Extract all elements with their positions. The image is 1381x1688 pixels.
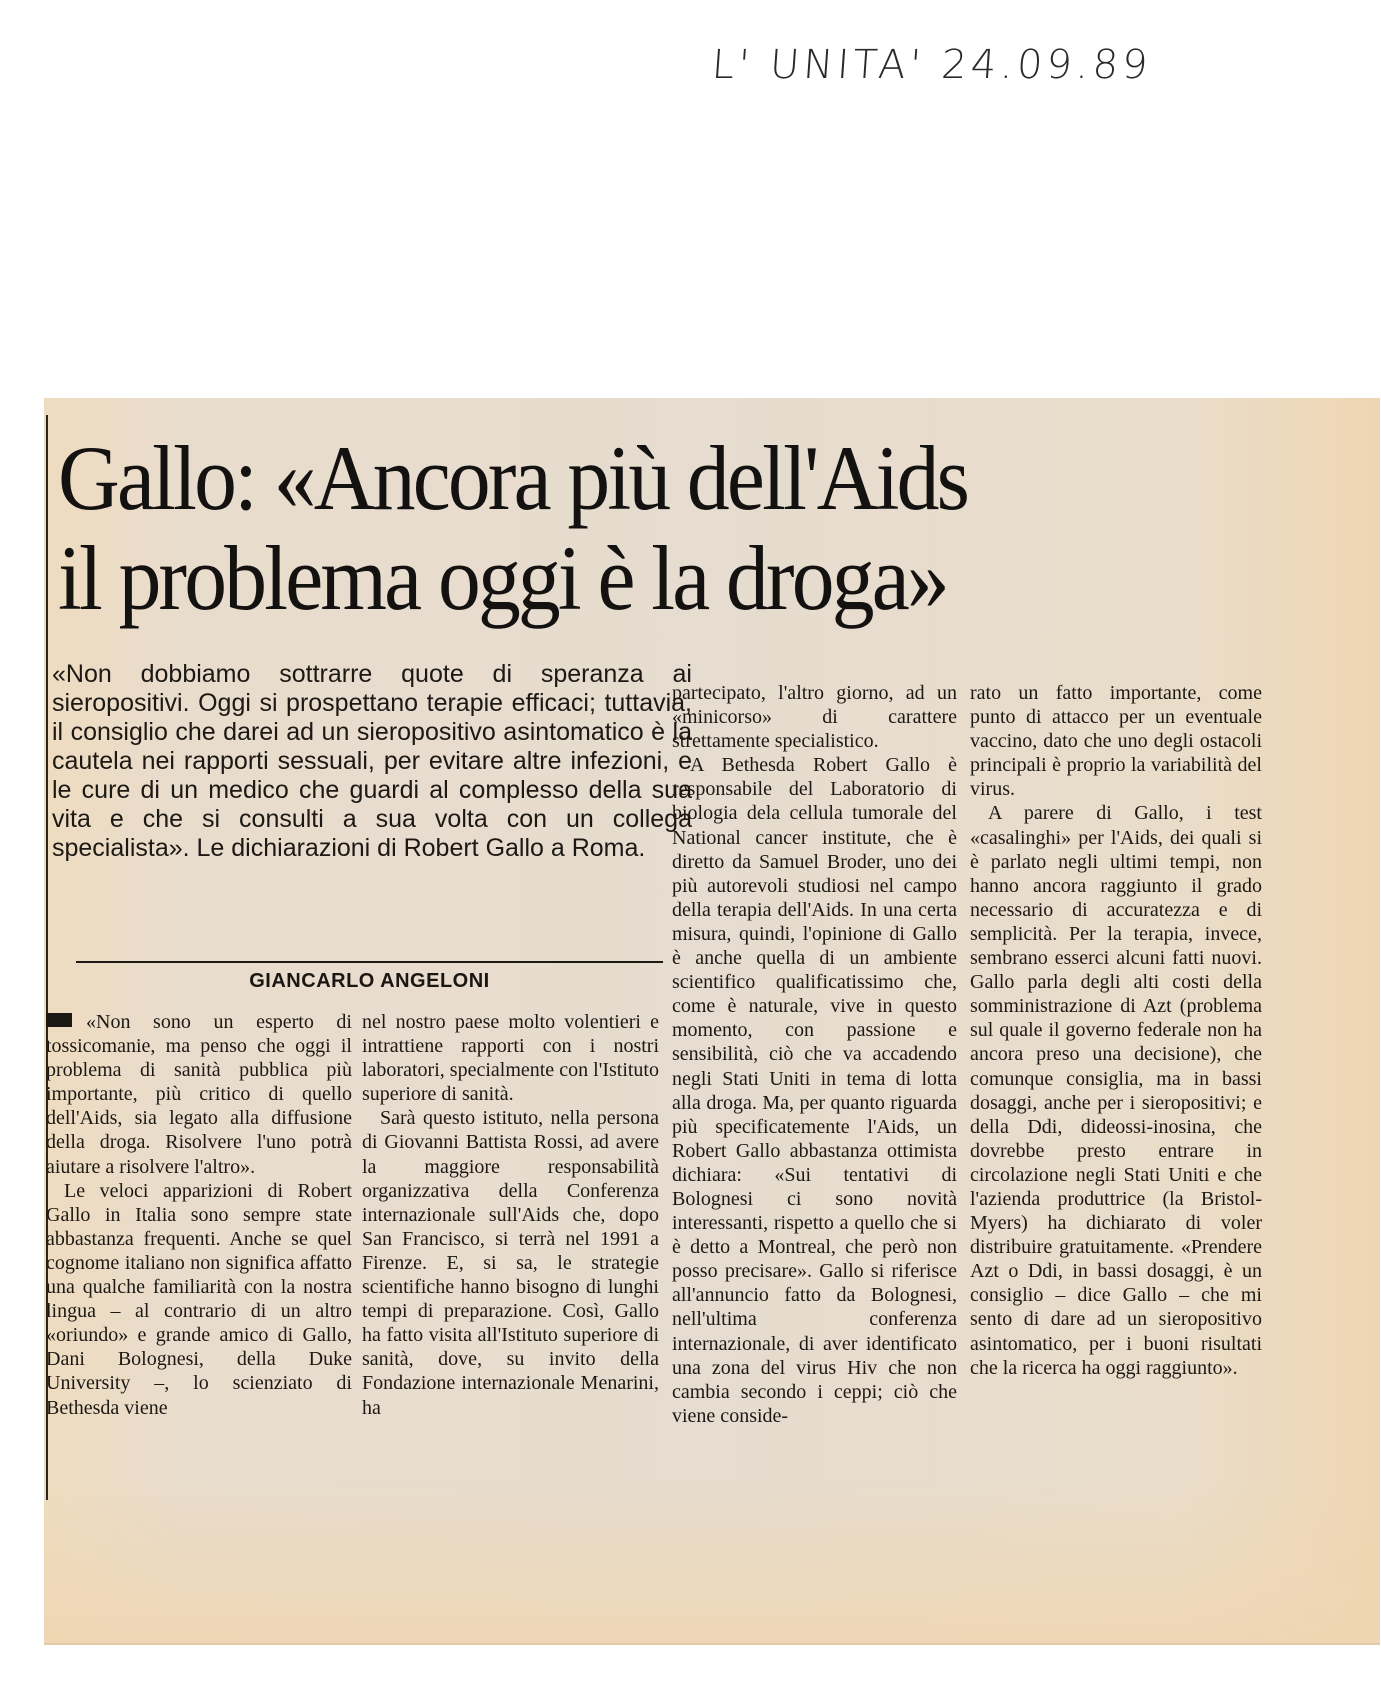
column-3-paragraph-1: partecipato, l'altro giorno, ad un «minicorso» di carattere strettamente specialistico. — [672, 682, 957, 753]
column-3-paragraph-2: A Bethesda Robert Gallo è responsabile del Laboratorio di biologia dela cellula tumorale del National cancer institute, che è diretto da Samuel Broder, uno dei più autorevoli studiosi nel campo della terapia dell'Aids. In una certa misura, quindi, l'opinione di Gallo è anche quella di un ambiente scientifico qualificatissimo che, come è naturale, vive in questo momento, con passione e sensibilità, ciò che va accadendo negli Stati Uniti in tema di lotta alla droga. Ma, per quanto riguarda più specificatemente l'Aids, un Robert Gallo abbastanza ottimista dichiara: «Sui tentativi di Bolognesi ci sono novità interessanti, rispetto a quello che si è detto a Montreal, che però non posso precisare». Gallo si riferisce all'annuncio fatto da Bolognesi, nell'ultima conferenza internazionale, di aver identificato una zona del virus Hiv che non cambia secondo i ceppi; ciò che viene conside- — [672, 754, 957, 1427]
article-column-4 — [970, 681, 1262, 1380]
headline-line-2: il problema oggi è la droga» — [58, 527, 947, 629]
article-headline — [58, 428, 967, 628]
column-2-paragraph-2: Sarà questo istituto, nella persona di Giovanni Battista Rossi, ad avere la maggiore responsabilità organizzativa della Conferenza internazionale sull'Aids che, dopo San Francisco, si terrà nel 1991 a Firenze. E, si sa, le strategie scientifiche hanno bisogno di lunghi tempi di preparazione. Così, Gallo ha fatto visita all'Istituto superiore di sanità, dove, su invito della Fondazione internazionale Menarini, ha — [362, 1107, 659, 1419]
article-lede: «Non dobbiamo sottrarre quote di speranza ai sieropositivi. Oggi si prospettano terapie efficaci; tuttavia, il consiglio che darei ad un sieropositivo asintomatico è la cautela nei rapporti sessuali, per evitare altre infezioni, e le cure di un medico che guardi al complesso della sua vita e che si consulti a sua volta con un collega specialista». Le dichiarazioni di Robert Gallo a Roma. — [52, 660, 692, 862]
article-byline: GIANCARLO ANGELONI — [249, 970, 490, 992]
column-4-paragraph-1: rato un fatto importante, come punto di attacco per un eventuale vaccino, dato che uno degli ostacoli principali è proprio la variabilità del virus. — [970, 682, 1262, 801]
article-column-1 — [46, 1010, 352, 1420]
column-1-paragraph-1: «Non sono un esperto di tossicomanie, ma penso che oggi il problema di sanità pubblica più importante, più critico di quello dell'Aids, sia legato alla diffusione della droga. Risolvere l'uno potrà aiutare a risolvere l'altro». — [46, 1011, 352, 1178]
article-column-2 — [362, 1010, 659, 1420]
handwritten-source-date-note: L' UNITA' 24.09.89 — [710, 42, 1154, 88]
byline-divider — [76, 961, 663, 963]
column-4-paragraph-2: A parere di Gallo, i test «casalinghi» per l'Aids, dei quali si è parlato negli ultimi tempi, non hanno ancora raggiunto il grado necessario di accuratezza e di semplicità. Per la terapia, invece, sembrano esserci alcuni fatti nuovi. Gallo parla degli alti costi della somministrazione di Azt (problema sul quale il governo federale non ha ancora preso una decisione), che comunque consiglia, ma in bassi dosaggi, anche per i sieropositivi; e della Ddi, dideossi-inosina, che dovrebbe presto entrare in circolazione negli Stati Uniti e che l'azienda produttrice (la Bristol-Myers) ha dichiarato di voler distribuire gratuitamente. «Prendere Azt o Ddi, in bassi dosaggi, è un consiglio – dice Gallo – che mi sento di dare ad un sieropositivo asintomatico, per i buoni risultati che la ricerca ha oggi raggiunto». — [970, 802, 1262, 1379]
article-column-3 — [672, 681, 957, 1428]
column-2-paragraph-1: nel nostro paese molto volentieri e intrattiene rapporti con i nostri laboratori, specialmente con l'Istituto superiore di sanità. — [362, 1011, 659, 1106]
square-bullet-icon — [46, 1013, 72, 1027]
headline-line-1: Gallo: «Ancora più dell'Aids — [58, 427, 968, 529]
column-1-paragraph-2: Le veloci apparizioni di Robert Gallo in Italia sono sempre state abbastanza frequenti. Anche se quel cognome italiano non significa affatto una qualche familiarità con la nostra lingua – al contrario di un altro «oriundo» e grande amico di Gallo, Dani Bolognesi, della Duke University –, lo scienziato di Bethesda viene — [46, 1179, 352, 1419]
